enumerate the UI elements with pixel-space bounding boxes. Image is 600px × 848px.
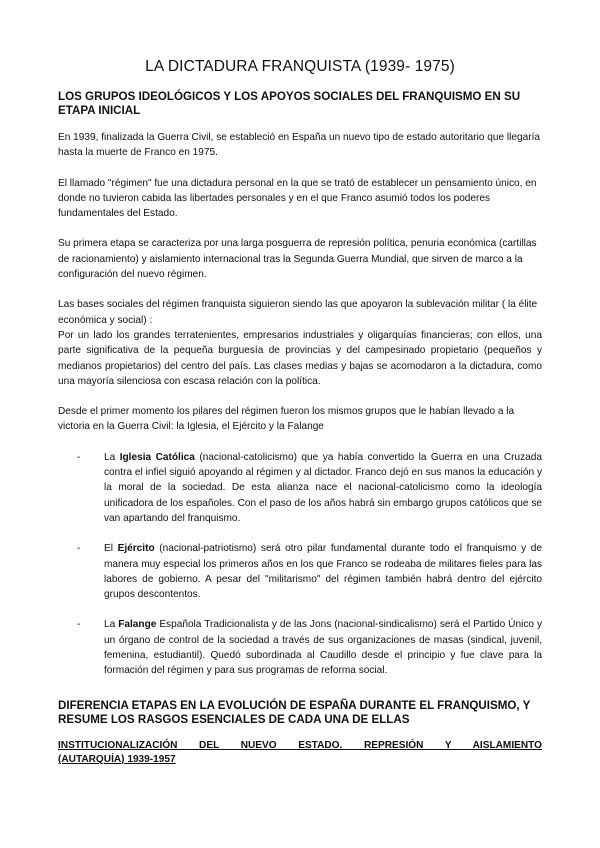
paragraph-first-stage: Su primera etapa se caracteriza por una larga posguerra de represión política, penuria económica (cartillas de racionamiento) y aislamiento internacional tras la Segunda Guerra Mundial, que sirven de marco a la configuración del nuevo régimen. [58,238,537,281]
list-item-bold-term: Iglesia Católica [119,451,195,463]
list-item-iglesia [58,450,542,526]
list-item-text: (nacional-catolicismo) que ya había convertido la Guerra en una Cruzada contra el infiel siguió apoyando al régimen y al dictador. Franco dejó en sus manos la educación y la moral de la sociedad. De esta alianza nace el nacional-catolicismo como la ideología unificadora de los españoles. Con el paso de los años habrá sin embargo grupos católicos que se van apartando del franquismo. [104,451,542,524]
document-page [58,58,542,767]
bullet-dash: - [77,619,81,631]
paragraph-social-bases: Las bases sociales del régimen franquista siguieron siendo las que apoyaron la sublevación militar ( la élite económica y social) : [58,299,538,326]
section-heading-stages: DIFERENCIA ETAPAS EN LA EVOLUCIÓN DE ESPAÑA DURANTE EL FRANQUISMO, Y RESUME LOS RASGOS ESENCIALES DE CADA UNA DE ELLAS [58,698,531,726]
document-title: LA DICTADURA FRANQUISTA (1939- 1975) [145,58,455,75]
list-item-bold-term: Falange [118,619,157,631]
subheading-institutionalization [58,739,542,767]
list-item-bold-term: Ejército [117,543,155,555]
bullet-dash: - [77,451,81,463]
paragraph-pillars: Desde el primer momento los pilares del régimen fueron los mismos grupos que le habían llevado a la victoria en la Guerra Civil: la Iglesia, el Ejército y la Falange [58,406,515,433]
bullet-dash: - [77,543,81,555]
subheading-line-1: INSTITUCIONALIZACIÓN DEL NUEVO ESTADO. REPRESIÓN Y AISLAMIENTO [58,739,542,751]
list-item-prefix: La [104,619,119,631]
paragraph-regime: El llamado "régimen" fue una dictadura personal en la que se trató de establecer un pensamiento único, en donde no tuvieron cabida las libertades personales y en el que Franco asumió todos los poderes fundamentales del Estado. [58,177,537,220]
list-item-text: (nacional-patriotismo) será otro pilar fundamental durante todo el franquismo y de manera muy especial los primeros años en los que Franco se rodeaba de militares fieles para las labores de gobierno. A pesar del "militarismo" del régimen también habrá dentro del ejército grupos descontentos. [104,543,543,601]
paragraph-social-groups: Por un lado los grandes terratenientes, empresarios industriales y oligarquías financieras; con ellos, una parte significativa de la pequeña burguesía de provincias y del campesinado propietario (pequeños y medianos propietarios) del centro del país. Las clases medias y bajas se acomodaron a la dictadura, como una mayoría silenciosa con escasa relación con la política. [58,329,542,387]
list-item-prefix: La [104,451,120,463]
pillars-list [58,450,542,679]
paragraph-intro: En 1939, finalizada la Guerra Civil, se estableció en España un nuevo tipo de estado autoritario que llegaría hasta la muerte de Franco en 1975. [58,132,541,159]
subheading-line-2: (AUTARQUÍA) 1939-1957 [58,753,176,765]
section-heading-ideological-groups: LOS GRUPOS IDEOLÓGICOS Y LOS APOYOS SOCIALES DEL FRANQUISMO EN SU ETAPA INICIAL [58,90,521,117]
list-item-text: Española Tradicionalista y de las Jons (nacional-sindicalismo) será el Partido Único y un órgano de control de la sociedad a través de sus organizaciones de masas (sindical, juvenil, femenina, estudiantil). Quedó subordinada al Caudillo desde el principio y fue clave para la formación del régimen y para sus programas de reforma social. [104,619,542,677]
list-item-falange [58,617,542,678]
list-item-prefix: El [104,543,118,555]
list-item-ejercito [58,541,542,602]
